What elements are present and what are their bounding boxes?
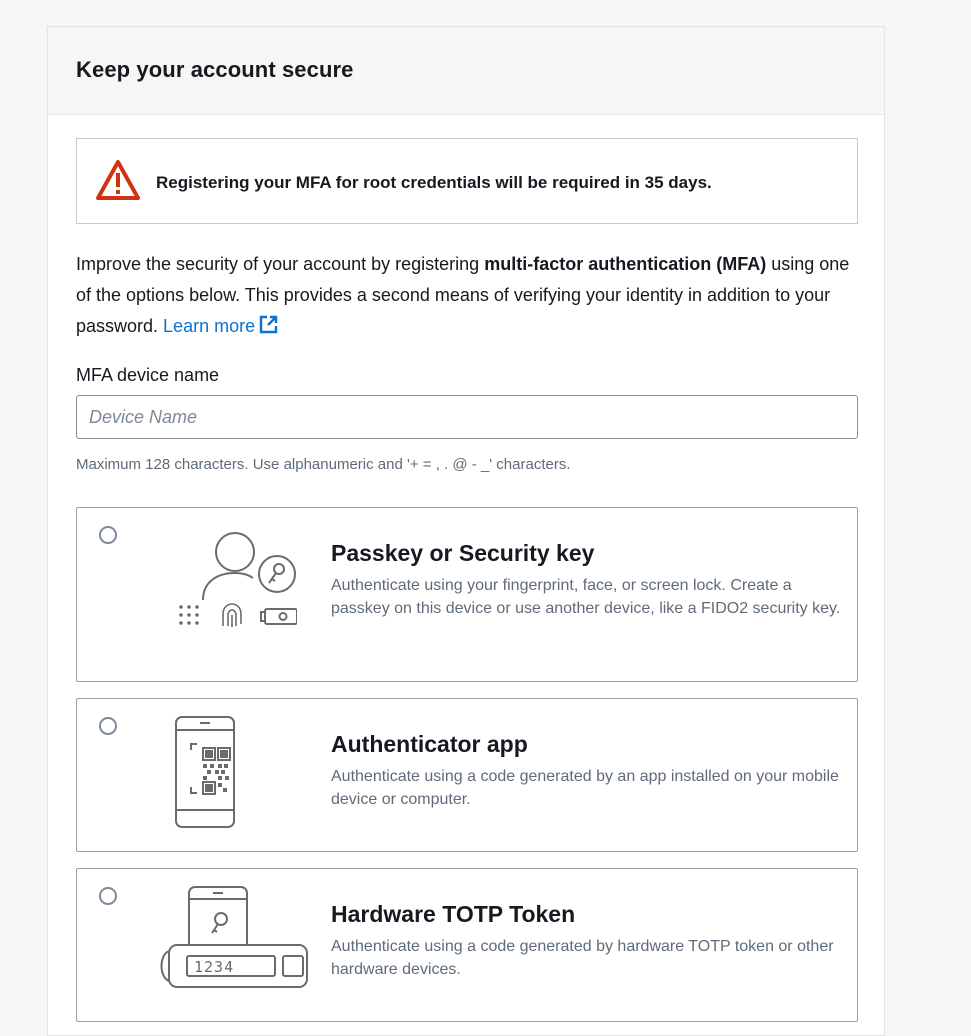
radio-passkey[interactable] — [99, 526, 117, 544]
passkey-icon — [173, 528, 297, 634]
mfa-panel — [47, 26, 885, 1036]
device-name-label: MFA device name — [76, 365, 220, 385]
intro-text-part: Improve the security of your account by registering — [76, 254, 485, 274]
option-authenticator-app[interactable] — [76, 698, 858, 852]
panel-header — [48, 27, 884, 115]
option-description: Authenticate using a code generated by an app installed on your mobile device or computer. — [331, 768, 839, 808]
hardware-token-icon — [157, 885, 317, 995]
learn-more-link[interactable] — [163, 316, 278, 336]
device-name-input[interactable] — [76, 395, 858, 439]
intro-bold: multi-factor authentication (MFA) — [484, 254, 767, 274]
option-title: Authenticator app — [331, 731, 528, 757]
learn-more-label: Learn more — [163, 316, 256, 336]
warning-alert — [76, 138, 858, 224]
external-link-icon — [259, 315, 278, 334]
token-display: 1234 — [194, 958, 235, 976]
option-description: Authenticate using a code generated by hardware TOTP token or other hardware devices. — [331, 938, 834, 978]
option-title: Passkey or Security key — [331, 540, 595, 566]
page-title: Keep your account secure — [76, 57, 354, 82]
alert-message: Registering your MFA for root credentials will be required in 35 days. — [156, 173, 712, 192]
warning-triangle-icon — [95, 158, 141, 202]
device-name-hint: Maximum 128 characters. Use alphanumeric and '+ = , . @ - _' characters. — [76, 456, 571, 473]
option-description: Authenticate using your fingerprint, face, or screen lock. Create a passkey on this device or use another device, like a FIDO2 security key. — [331, 577, 841, 617]
intro-text — [76, 249, 866, 342]
option-passkey[interactable] — [76, 507, 858, 682]
option-hardware-totp[interactable] — [76, 868, 858, 1022]
authenticator-app-icon — [173, 715, 237, 831]
option-title: Hardware TOTP Token — [331, 901, 576, 927]
radio-authenticator-app[interactable] — [99, 717, 117, 735]
radio-hardware-totp[interactable] — [99, 887, 117, 905]
intro-text-part: using one of the options below. This provides a second means of verifying your identity in addition to your password. — [76, 254, 850, 336]
